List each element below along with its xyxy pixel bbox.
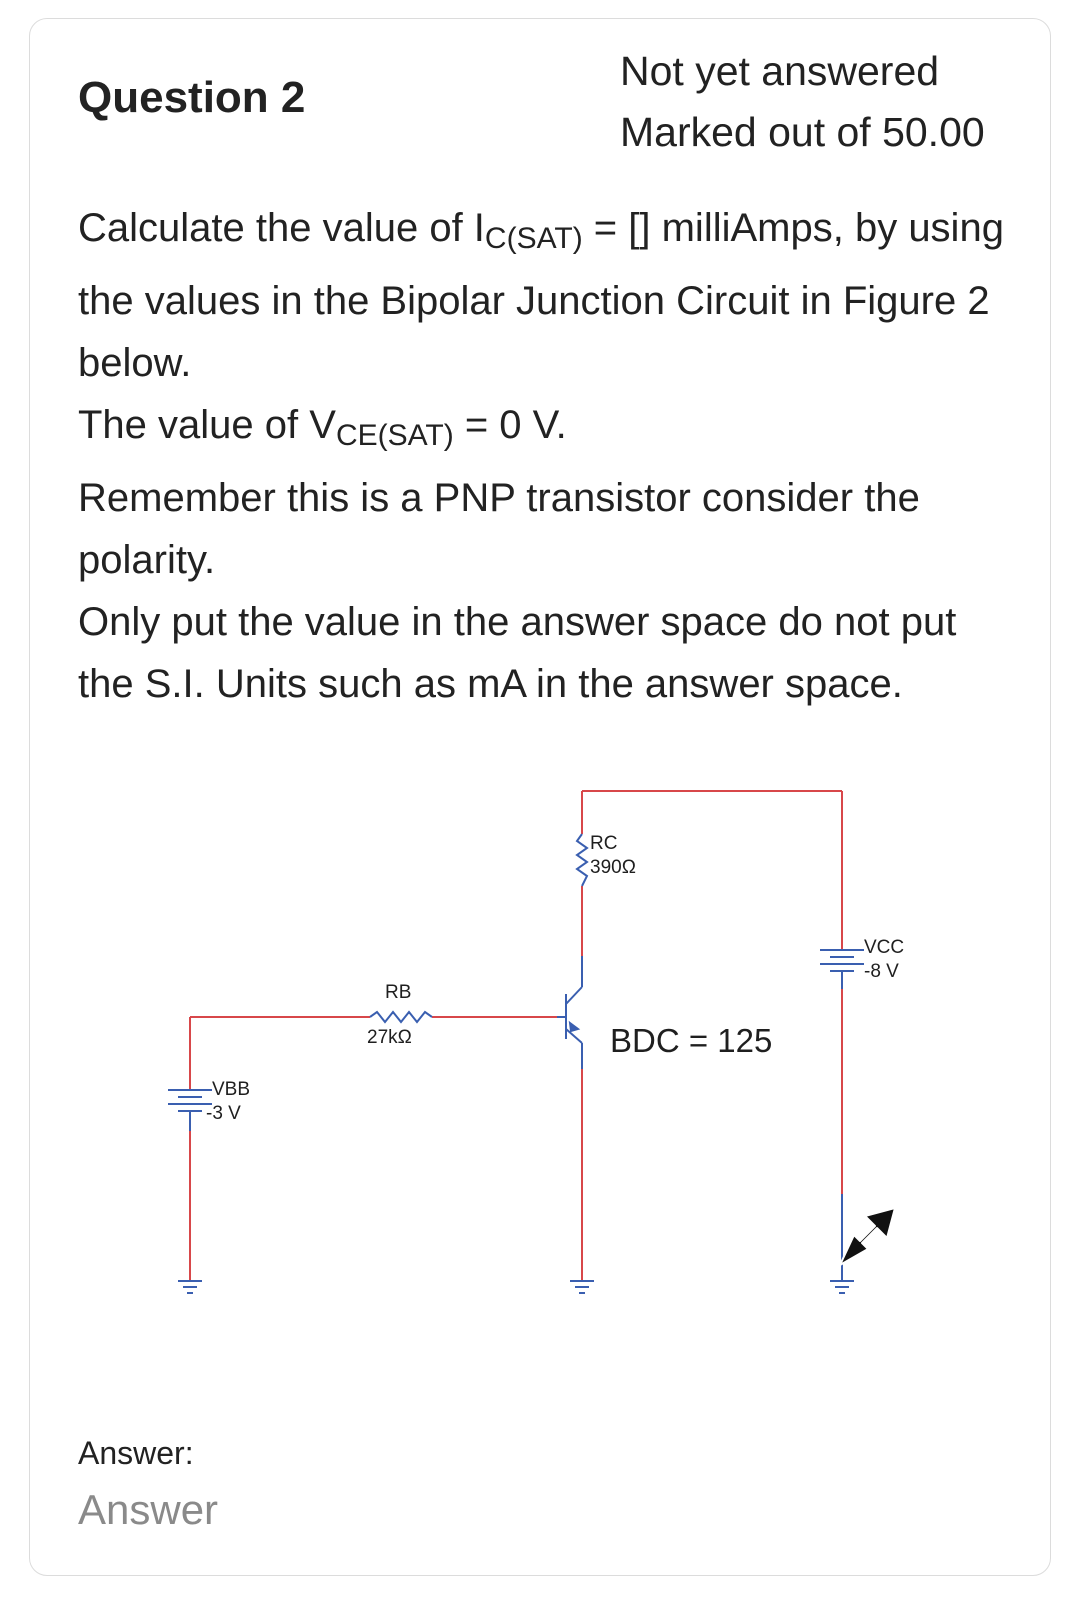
question-card xyxy=(29,18,1051,1576)
ground-icon xyxy=(570,1281,594,1293)
vcc-battery xyxy=(820,950,864,989)
rc-resistor xyxy=(577,834,587,886)
marks-info: Marked out of 50.00 xyxy=(620,109,985,155)
subscript: CE(SAT) xyxy=(335,419,454,452)
answer-status: Not yet answered xyxy=(620,48,940,94)
text-span: = 0 V. xyxy=(453,403,567,447)
vbb-label: VBB xyxy=(212,1079,251,1100)
question-paragraph-3: Remember this is a PNP transistor consider the polarity. xyxy=(78,476,920,582)
rb-value: 27kΩ xyxy=(367,1027,412,1048)
rc-label: RC xyxy=(590,833,618,854)
subscript: C(SAT) xyxy=(484,222,583,255)
vcc-label: VCC xyxy=(864,937,905,958)
resize-cursor-icon xyxy=(840,1208,895,1265)
text-span: Calculate the value of I xyxy=(78,206,485,250)
question-paragraph-4: Only put the value in the answer space do not put the S.I. Units such as mA in the answer space. xyxy=(78,600,957,706)
question-title: Question 2 xyxy=(78,73,306,122)
rc-value: 390Ω xyxy=(590,857,636,878)
circuit-diagram xyxy=(30,19,1050,1419)
answer-label: Answer: xyxy=(78,1435,194,1471)
vcc-value: -8 V xyxy=(864,961,899,982)
pnp-transistor xyxy=(557,956,582,1069)
rb-label: RB xyxy=(385,982,412,1003)
text-span: = [] milliAmps, by using the values in the Bipolar Junction Circuit in Figure 2 below. xyxy=(78,206,1004,385)
text-span: The value of V xyxy=(78,403,336,447)
beta-label: BDC = 125 xyxy=(610,1022,773,1059)
ground-icon xyxy=(178,1281,202,1293)
rb-resistor xyxy=(370,1012,432,1022)
answer-input[interactable] xyxy=(74,1479,642,1541)
vbb-value: -3 V xyxy=(206,1103,241,1124)
